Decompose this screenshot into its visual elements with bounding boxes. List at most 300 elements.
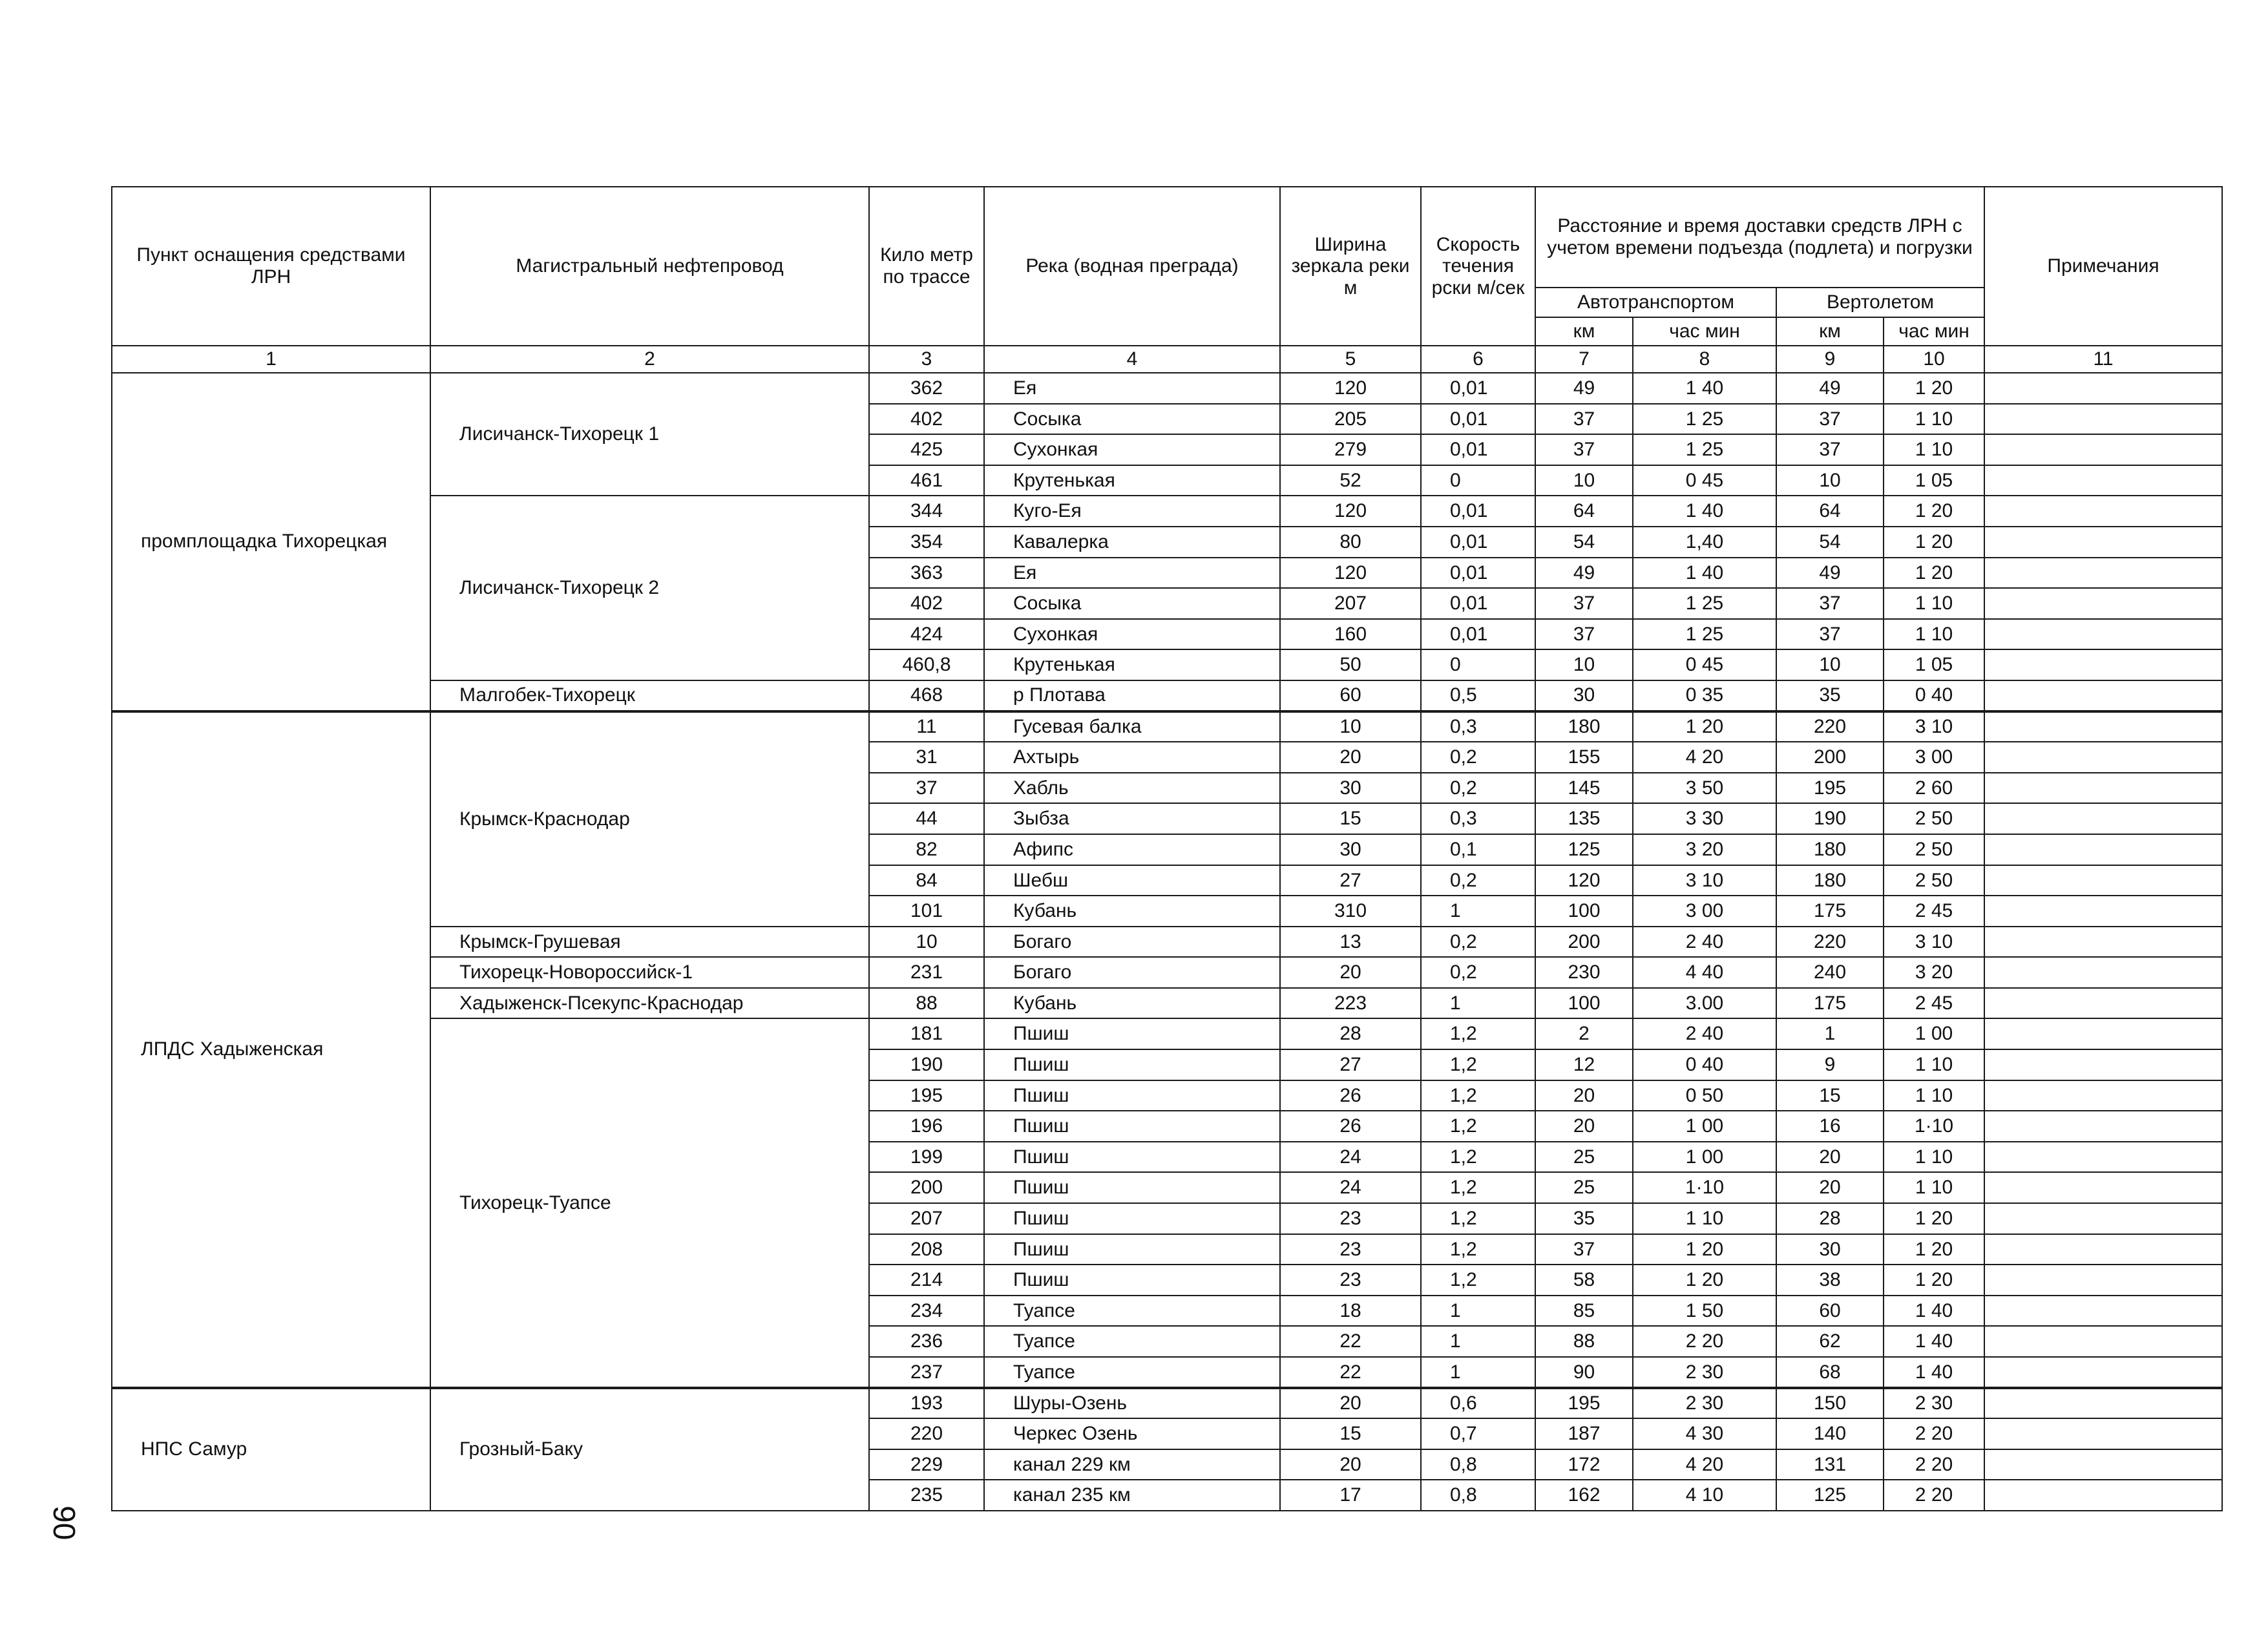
river-cell: Зыбза: [984, 803, 1280, 834]
km-cell: 236: [869, 1326, 984, 1357]
km-cell: 363: [869, 558, 984, 589]
auto-km-cell: 85: [1535, 1296, 1633, 1327]
notes-cell: [1984, 1018, 2222, 1049]
auto-km-cell: 230: [1535, 957, 1633, 988]
river-cell: Туапсе: [984, 1326, 1280, 1357]
km-cell: 214: [869, 1265, 984, 1296]
column-number: 10: [1884, 346, 1984, 373]
river-cell: Хабль: [984, 773, 1280, 804]
km-cell: 181: [869, 1018, 984, 1049]
heli-km-cell: 9: [1776, 1049, 1884, 1080]
speed-cell: 1,2: [1421, 1142, 1535, 1173]
notes-cell: [1984, 957, 2222, 988]
notes-cell: [1984, 1203, 2222, 1234]
auto-km-cell: 20: [1535, 1111, 1633, 1142]
notes-cell: [1984, 988, 2222, 1019]
auto-time-cell: 3 50: [1633, 773, 1776, 804]
heli-time-cell: 2 50: [1884, 834, 1984, 865]
width-cell: 27: [1280, 1049, 1421, 1080]
auto-km-cell: 200: [1535, 927, 1633, 958]
auto-time-cell: 2 40: [1633, 927, 1776, 958]
river-cell: Пшиш: [984, 1018, 1280, 1049]
auto-time-cell: 1 50: [1633, 1296, 1776, 1327]
km-cell: 461: [869, 465, 984, 496]
km-cell: 424: [869, 619, 984, 650]
notes-cell: [1984, 649, 2222, 680]
header-delivery: Расстояние и время доставки средств ЛРН с учетом времени подъезда (подлета) и погрузки: [1535, 187, 1984, 288]
notes-cell: [1984, 834, 2222, 865]
auto-km-cell: 35: [1535, 1203, 1633, 1234]
heli-km-cell: 38: [1776, 1265, 1884, 1296]
speed-cell: 0,5: [1421, 680, 1535, 711]
auto-km-cell: 88: [1535, 1326, 1633, 1357]
speed-cell: 1: [1421, 896, 1535, 927]
notes-cell: [1984, 896, 2222, 927]
auto-time-cell: 4 10: [1633, 1480, 1776, 1511]
width-cell: 24: [1280, 1172, 1421, 1203]
width-cell: 17: [1280, 1480, 1421, 1511]
width-cell: 120: [1280, 558, 1421, 589]
km-cell: 460,8: [869, 649, 984, 680]
pipeline-cell: Малгобек-Тихорецк: [430, 680, 869, 711]
column-number: 2: [430, 346, 869, 373]
speed-cell: 0,7: [1421, 1418, 1535, 1449]
width-cell: 207: [1280, 588, 1421, 619]
auto-km-cell: 30: [1535, 680, 1633, 711]
auto-time-cell: 0 45: [1633, 465, 1776, 496]
header-width: Ширина зеркала реки м: [1280, 187, 1421, 346]
heli-time-cell: 3 20: [1884, 957, 1984, 988]
river-cell: Ахтырь: [984, 742, 1280, 773]
speed-cell: 0,01: [1421, 434, 1535, 465]
heli-km-cell: 37: [1776, 588, 1884, 619]
heli-time-cell: 1 10: [1884, 619, 1984, 650]
auto-time-cell: 1 00: [1633, 1142, 1776, 1173]
header-heli: Вертолетом: [1776, 288, 1984, 317]
auto-time-cell: 1 40: [1633, 558, 1776, 589]
heli-km-cell: 35: [1776, 680, 1884, 711]
column-number: 7: [1535, 346, 1633, 373]
speed-cell: 0,2: [1421, 773, 1535, 804]
width-cell: 26: [1280, 1111, 1421, 1142]
header-river: Река (водная преграда): [984, 187, 1280, 346]
km-cell: 362: [869, 373, 984, 404]
km-cell: 11: [869, 711, 984, 742]
river-cell: Богаго: [984, 957, 1280, 988]
auto-km-cell: 90: [1535, 1357, 1633, 1388]
width-cell: 50: [1280, 649, 1421, 680]
width-cell: 223: [1280, 988, 1421, 1019]
heli-time-cell: 3 10: [1884, 711, 1984, 742]
heli-time-cell: 1 10: [1884, 1049, 1984, 1080]
width-cell: 10: [1280, 711, 1421, 742]
speed-cell: 0,1: [1421, 834, 1535, 865]
km-cell: 82: [869, 834, 984, 865]
heli-time-cell: 3 00: [1884, 742, 1984, 773]
notes-cell: [1984, 619, 2222, 650]
river-cell: Шебш: [984, 865, 1280, 896]
heli-km-cell: 49: [1776, 373, 1884, 404]
width-cell: 20: [1280, 957, 1421, 988]
notes-cell: [1984, 865, 2222, 896]
header-speed: Скорость течения рски м/сек: [1421, 187, 1535, 346]
auto-time-cell: 1 10: [1633, 1203, 1776, 1234]
km-cell: 200: [869, 1172, 984, 1203]
page-number: 90: [47, 1506, 81, 1540]
column-number: 9: [1776, 346, 1884, 373]
speed-cell: 1: [1421, 1357, 1535, 1388]
auto-km-cell: 10: [1535, 649, 1633, 680]
heli-time-cell: 1 20: [1884, 373, 1984, 404]
heli-km-cell: 62: [1776, 1326, 1884, 1357]
river-cell: Пшиш: [984, 1142, 1280, 1173]
column-number: 11: [1984, 346, 2222, 373]
auto-time-cell: 1,40: [1633, 527, 1776, 558]
heli-time-cell: 1 10: [1884, 434, 1984, 465]
km-cell: 193: [869, 1388, 984, 1419]
km-cell: 10: [869, 927, 984, 958]
pipeline-cell: Лисичанск-Тихорецк 1: [430, 373, 869, 496]
km-cell: 84: [869, 865, 984, 896]
heli-km-cell: 10: [1776, 649, 1884, 680]
heli-time-cell: 0 40: [1884, 680, 1984, 711]
notes-cell: [1984, 1172, 2222, 1203]
km-cell: 199: [869, 1142, 984, 1173]
speed-cell: 1,2: [1421, 1111, 1535, 1142]
auto-time-cell: 2 30: [1633, 1357, 1776, 1388]
width-cell: 23: [1280, 1234, 1421, 1265]
river-cell: канал 235 км: [984, 1480, 1280, 1511]
auto-time-cell: 0 35: [1633, 680, 1776, 711]
km-cell: 237: [869, 1357, 984, 1388]
speed-cell: 1,2: [1421, 1265, 1535, 1296]
width-cell: 26: [1280, 1080, 1421, 1111]
auto-km-cell: 120: [1535, 865, 1633, 896]
river-cell: Пшиш: [984, 1172, 1280, 1203]
heli-km-cell: 175: [1776, 896, 1884, 927]
speed-cell: 0,8: [1421, 1449, 1535, 1480]
pipeline-cell: Тихорецк-Туапсе: [430, 1018, 869, 1387]
auto-km-cell: 12: [1535, 1049, 1633, 1080]
river-cell: Куго-Ея: [984, 496, 1280, 527]
notes-cell: [1984, 465, 2222, 496]
notes-cell: [1984, 527, 2222, 558]
width-cell: 23: [1280, 1265, 1421, 1296]
speed-cell: 0: [1421, 465, 1535, 496]
width-cell: 28: [1280, 1018, 1421, 1049]
speed-cell: 1: [1421, 988, 1535, 1019]
auto-km-cell: 37: [1535, 434, 1633, 465]
width-cell: 27: [1280, 865, 1421, 896]
auto-km-cell: 145: [1535, 773, 1633, 804]
heli-km-cell: 16: [1776, 1111, 1884, 1142]
heli-time-cell: 1 20: [1884, 1203, 1984, 1234]
heli-km-cell: 64: [1776, 496, 1884, 527]
speed-cell: 1: [1421, 1296, 1535, 1327]
heli-time-cell: 2 20: [1884, 1418, 1984, 1449]
km-cell: 344: [869, 496, 984, 527]
heli-time-cell: 1·10: [1884, 1111, 1984, 1142]
heli-km-cell: 175: [1776, 988, 1884, 1019]
km-cell: 231: [869, 957, 984, 988]
auto-km-cell: 180: [1535, 711, 1633, 742]
auto-km-cell: 37: [1535, 619, 1633, 650]
speed-cell: 0,6: [1421, 1388, 1535, 1419]
heli-km-cell: 20: [1776, 1142, 1884, 1173]
equipment-point-cell: промплощадка Тихорецкая: [112, 373, 430, 711]
speed-cell: 0,2: [1421, 742, 1535, 773]
notes-cell: [1984, 1357, 2222, 1388]
km-cell: 207: [869, 1203, 984, 1234]
auto-time-cell: 3 20: [1633, 834, 1776, 865]
auto-km-cell: 172: [1535, 1449, 1633, 1480]
km-cell: 354: [869, 527, 984, 558]
auto-time-cell: 1 25: [1633, 619, 1776, 650]
pipeline-cell: Крымск-Грушевая: [430, 927, 869, 958]
notes-cell: [1984, 496, 2222, 527]
river-cell: Пшиш: [984, 1111, 1280, 1142]
heli-time-cell: 1 40: [1884, 1357, 1984, 1388]
heli-time-cell: 2 30: [1884, 1388, 1984, 1419]
speed-cell: 0,01: [1421, 527, 1535, 558]
river-cell: Пшиш: [984, 1203, 1280, 1234]
auto-km-cell: 49: [1535, 558, 1633, 589]
km-cell: 229: [869, 1449, 984, 1480]
auto-time-cell: 1 25: [1633, 434, 1776, 465]
river-cell: Туапсе: [984, 1296, 1280, 1327]
auto-km-cell: 195: [1535, 1388, 1633, 1419]
auto-time-cell: 2 40: [1633, 1018, 1776, 1049]
notes-cell: [1984, 1326, 2222, 1357]
km-cell: 196: [869, 1111, 984, 1142]
river-cell: Пшиш: [984, 1080, 1280, 1111]
km-cell: 37: [869, 773, 984, 804]
km-cell: 468: [869, 680, 984, 711]
width-cell: 13: [1280, 927, 1421, 958]
auto-time-cell: 3.00: [1633, 988, 1776, 1019]
width-cell: 18: [1280, 1296, 1421, 1327]
width-cell: 120: [1280, 373, 1421, 404]
river-cell: Сосыка: [984, 588, 1280, 619]
heli-time-cell: 1 10: [1884, 1172, 1984, 1203]
speed-cell: 0,8: [1421, 1480, 1535, 1511]
pipeline-cell: Крымск-Краснодар: [430, 711, 869, 927]
heli-km-cell: 15: [1776, 1080, 1884, 1111]
speed-cell: 1,2: [1421, 1234, 1535, 1265]
heli-km-cell: 49: [1776, 558, 1884, 589]
notes-cell: [1984, 1265, 2222, 1296]
notes-cell: [1984, 742, 2222, 773]
heli-time-cell: 2 20: [1884, 1449, 1984, 1480]
header-auto-km: км: [1535, 317, 1633, 346]
notes-cell: [1984, 1296, 2222, 1327]
width-cell: 20: [1280, 742, 1421, 773]
heli-km-cell: 125: [1776, 1480, 1884, 1511]
speed-cell: 0,2: [1421, 957, 1535, 988]
width-cell: 24: [1280, 1142, 1421, 1173]
heli-km-cell: 20: [1776, 1172, 1884, 1203]
auto-time-cell: 0 40: [1633, 1049, 1776, 1080]
auto-time-cell: 3 10: [1633, 865, 1776, 896]
notes-cell: [1984, 434, 2222, 465]
header-km: Кило метр по трассе: [869, 187, 984, 346]
auto-time-cell: 2 30: [1633, 1388, 1776, 1419]
heli-time-cell: 1 20: [1884, 1234, 1984, 1265]
auto-time-cell: 1 20: [1633, 1265, 1776, 1296]
auto-km-cell: 37: [1535, 1234, 1633, 1265]
heli-time-cell: 1 20: [1884, 496, 1984, 527]
auto-time-cell: 1 25: [1633, 404, 1776, 435]
speed-cell: 0,2: [1421, 927, 1535, 958]
speed-cell: 1,2: [1421, 1203, 1535, 1234]
heli-time-cell: 2 60: [1884, 773, 1984, 804]
heli-km-cell: 37: [1776, 434, 1884, 465]
heli-time-cell: 2 45: [1884, 896, 1984, 927]
column-number: 1: [112, 346, 430, 373]
auto-km-cell: 100: [1535, 988, 1633, 1019]
notes-cell: [1984, 1449, 2222, 1480]
auto-time-cell: 1·10: [1633, 1172, 1776, 1203]
km-cell: 220: [869, 1418, 984, 1449]
heli-km-cell: 1: [1776, 1018, 1884, 1049]
auto-time-cell: 4 40: [1633, 957, 1776, 988]
width-cell: 23: [1280, 1203, 1421, 1234]
km-cell: 402: [869, 404, 984, 435]
heli-km-cell: 37: [1776, 619, 1884, 650]
heli-km-cell: 240: [1776, 957, 1884, 988]
column-number: 6: [1421, 346, 1535, 373]
heli-time-cell: 1 10: [1884, 404, 1984, 435]
auto-km-cell: 25: [1535, 1172, 1633, 1203]
auto-km-cell: 162: [1535, 1480, 1633, 1511]
auto-km-cell: 49: [1535, 373, 1633, 404]
auto-time-cell: 1 40: [1633, 496, 1776, 527]
speed-cell: 1,2: [1421, 1080, 1535, 1111]
width-cell: 80: [1280, 527, 1421, 558]
speed-cell: 0,2: [1421, 865, 1535, 896]
river-cell: р Плотава: [984, 680, 1280, 711]
auto-km-cell: 37: [1535, 404, 1633, 435]
heli-time-cell: 1 10: [1884, 1080, 1984, 1111]
width-cell: 30: [1280, 834, 1421, 865]
speed-cell: 1,2: [1421, 1172, 1535, 1203]
heli-km-cell: 190: [1776, 803, 1884, 834]
heli-time-cell: 1 40: [1884, 1296, 1984, 1327]
river-cell: Туапсе: [984, 1357, 1280, 1388]
header-point: Пункт оснащения средствами ЛРН: [112, 187, 430, 346]
notes-cell: [1984, 1049, 2222, 1080]
width-cell: 20: [1280, 1449, 1421, 1480]
km-cell: 235: [869, 1480, 984, 1511]
km-cell: 234: [869, 1296, 984, 1327]
speed-cell: 0,3: [1421, 803, 1535, 834]
width-cell: 15: [1280, 1418, 1421, 1449]
auto-time-cell: 1 20: [1633, 1234, 1776, 1265]
heli-time-cell: 1 10: [1884, 1142, 1984, 1173]
width-cell: 52: [1280, 465, 1421, 496]
header-heli-time: час мин: [1884, 317, 1984, 346]
column-numbers-row: [112, 346, 2222, 373]
heli-time-cell: 1 20: [1884, 527, 1984, 558]
speed-cell: 1,2: [1421, 1018, 1535, 1049]
notes-cell: [1984, 1418, 2222, 1449]
km-cell: 195: [869, 1080, 984, 1111]
heli-time-cell: 2 20: [1884, 1480, 1984, 1511]
width-cell: 205: [1280, 404, 1421, 435]
width-cell: 15: [1280, 803, 1421, 834]
heli-km-cell: 30: [1776, 1234, 1884, 1265]
notes-cell: [1984, 1388, 2222, 1419]
heli-km-cell: 180: [1776, 865, 1884, 896]
auto-km-cell: 58: [1535, 1265, 1633, 1296]
notes-cell: [1984, 1111, 2222, 1142]
km-cell: 88: [869, 988, 984, 1019]
river-cell: Богаго: [984, 927, 1280, 958]
heli-time-cell: 2 45: [1884, 988, 1984, 1019]
auto-km-cell: 54: [1535, 527, 1633, 558]
river-crossings-table: [111, 186, 2223, 1511]
pipeline-cell: Грозный-Баку: [430, 1388, 869, 1511]
speed-cell: 1,2: [1421, 1049, 1535, 1080]
auto-km-cell: 135: [1535, 803, 1633, 834]
speed-cell: 0,01: [1421, 496, 1535, 527]
km-cell: 190: [869, 1049, 984, 1080]
notes-cell: [1984, 803, 2222, 834]
auto-time-cell: 1 00: [1633, 1111, 1776, 1142]
river-cell: Ея: [984, 373, 1280, 404]
river-cell: Сухонкая: [984, 619, 1280, 650]
table-row: [112, 711, 2222, 742]
auto-time-cell: 1 20: [1633, 711, 1776, 742]
heli-time-cell: 1 20: [1884, 558, 1984, 589]
river-cell: Сосыка: [984, 404, 1280, 435]
auto-km-cell: 125: [1535, 834, 1633, 865]
table-body: [112, 373, 2222, 1511]
width-cell: 30: [1280, 773, 1421, 804]
river-cell: Ея: [984, 558, 1280, 589]
heli-time-cell: 1 40: [1884, 1326, 1984, 1357]
river-cell: Афипс: [984, 834, 1280, 865]
auto-time-cell: 2 20: [1633, 1326, 1776, 1357]
speed-cell: 1: [1421, 1326, 1535, 1357]
column-number: 3: [869, 346, 984, 373]
river-cell: Крутенькая: [984, 465, 1280, 496]
river-cell: Черкес Озень: [984, 1418, 1280, 1449]
column-number: 4: [984, 346, 1280, 373]
notes-cell: [1984, 1480, 2222, 1511]
table-row: [112, 373, 2222, 404]
notes-cell: [1984, 404, 2222, 435]
river-cell: Кавалерка: [984, 527, 1280, 558]
auto-km-cell: 100: [1535, 896, 1633, 927]
auto-km-cell: 10: [1535, 465, 1633, 496]
auto-time-cell: 4 20: [1633, 1449, 1776, 1480]
header-auto-time: час мин: [1633, 317, 1776, 346]
heli-time-cell: 2 50: [1884, 865, 1984, 896]
notes-cell: [1984, 711, 2222, 742]
auto-time-cell: 1 40: [1633, 373, 1776, 404]
notes-cell: [1984, 773, 2222, 804]
heli-km-cell: 140: [1776, 1418, 1884, 1449]
heli-km-cell: 28: [1776, 1203, 1884, 1234]
km-cell: 31: [869, 742, 984, 773]
header-heli-km: км: [1776, 317, 1884, 346]
heli-km-cell: 54: [1776, 527, 1884, 558]
auto-km-cell: 20: [1535, 1080, 1633, 1111]
river-cell: Крутенькая: [984, 649, 1280, 680]
notes-cell: [1984, 558, 2222, 589]
equipment-point-cell: НПС Самур: [112, 1388, 430, 1511]
